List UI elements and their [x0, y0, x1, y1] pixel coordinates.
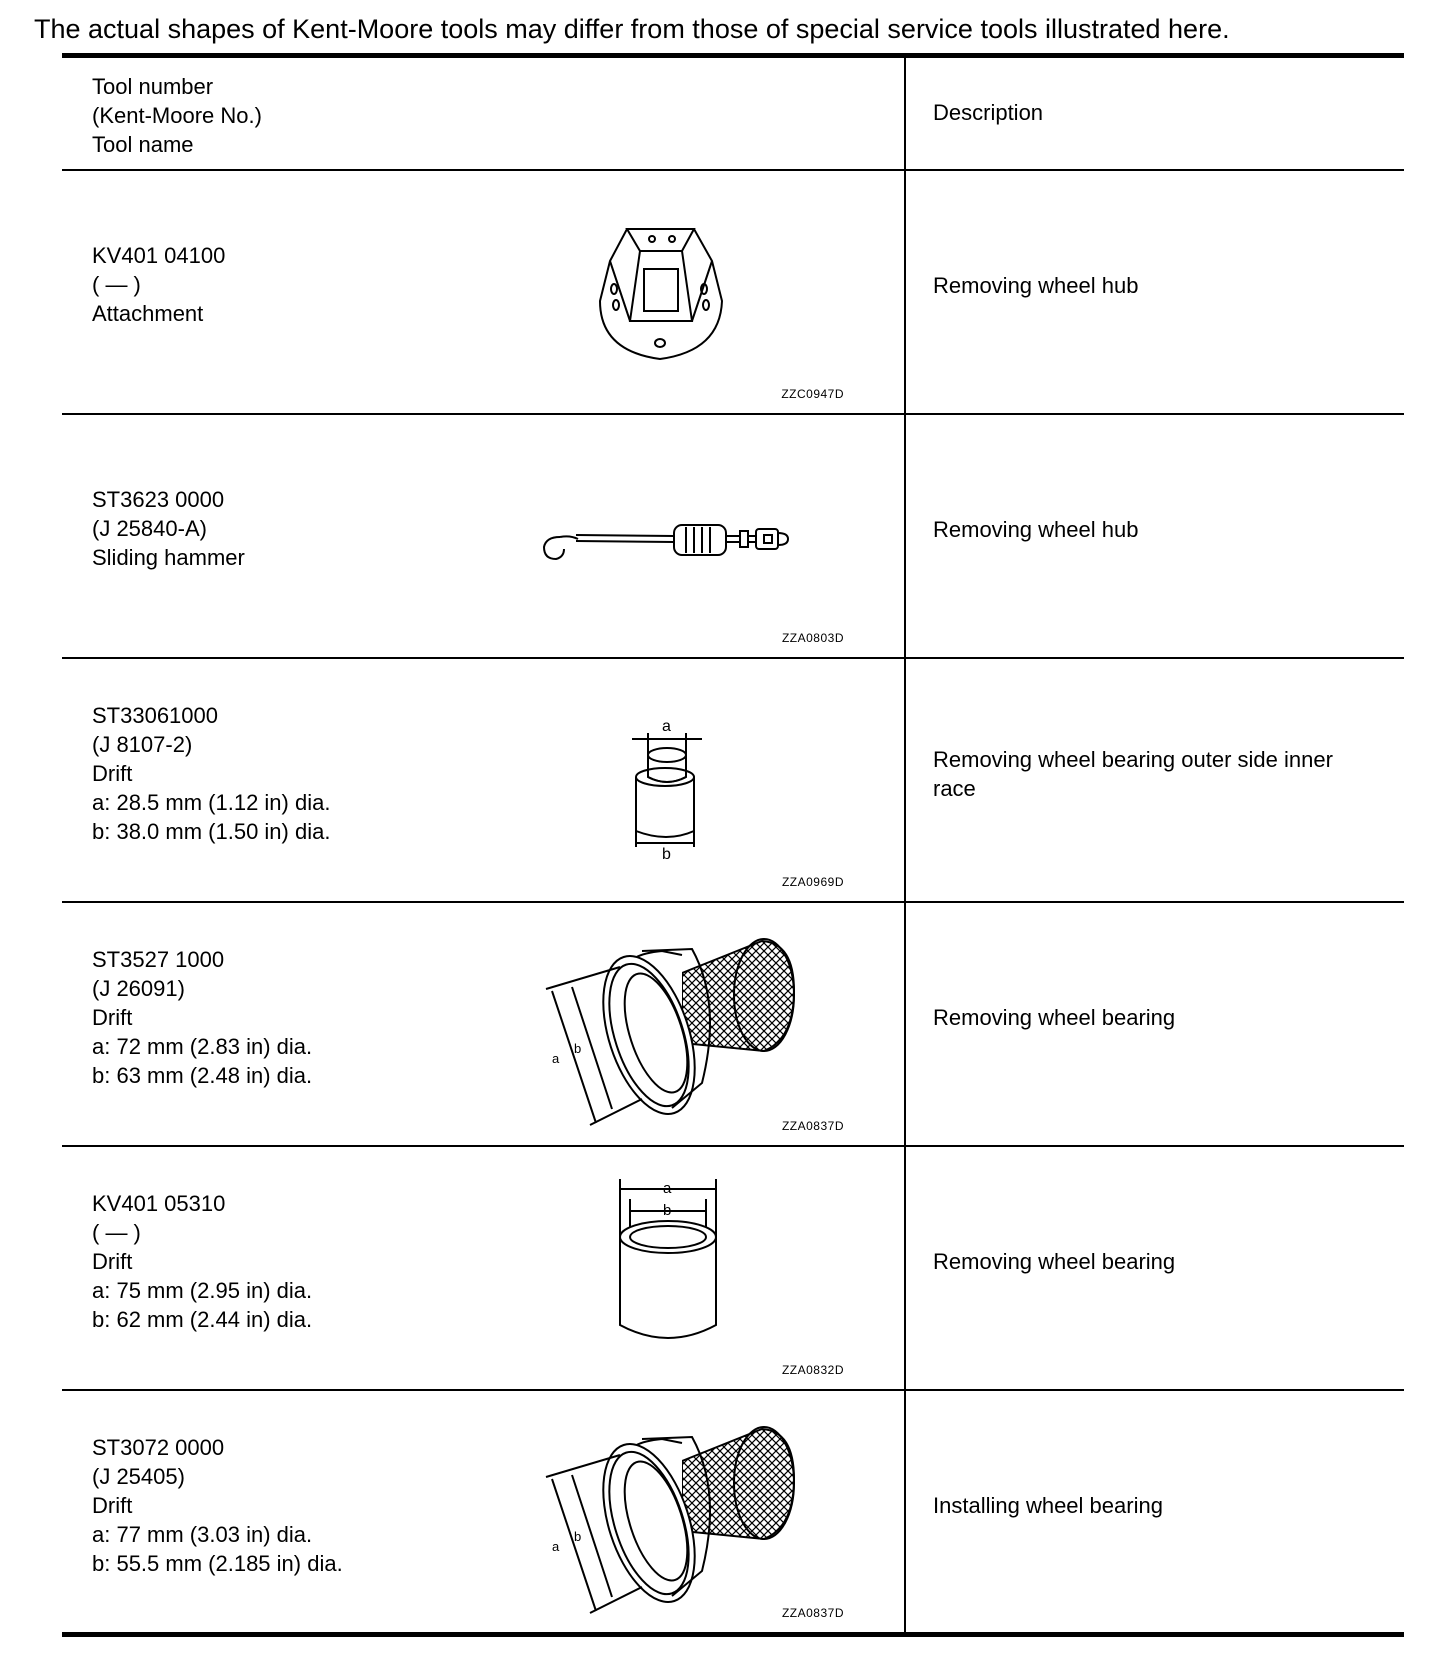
- dimension-b: b: 63 mm (2.48 in) dia.: [92, 1063, 313, 1088]
- figure-code: ZZA0837D: [781, 1606, 844, 1620]
- kent-moore-number: (J 26091): [92, 976, 185, 1001]
- kent-moore-number: ( — ): [92, 1220, 141, 1245]
- tool-name: Drift: [92, 761, 133, 786]
- header-description: Description: [933, 100, 1044, 125]
- kent-moore-number: (J 25405): [92, 1464, 185, 1489]
- sliding-hammer-icon: [532, 415, 906, 655]
- tool-description: Installing wheel bearing: [933, 1493, 1163, 1518]
- tool-cell: [62, 1391, 906, 1632]
- tool-number: KV401 05310: [92, 1191, 226, 1216]
- tool-name: Drift: [92, 1493, 133, 1518]
- tool-cell: [62, 659, 906, 901]
- tool-text: [92, 485, 245, 572]
- knurled-drift-icon: [532, 903, 906, 1143]
- figure-label-a: a: [552, 1539, 560, 1554]
- figure-code: ZZA0803D: [781, 631, 844, 645]
- tool-number: ST3527 1000: [92, 947, 225, 972]
- description-cell: [906, 171, 1404, 413]
- tool-text: [92, 701, 330, 846]
- figure-label-a: a: [552, 1051, 560, 1066]
- tool-text: [92, 241, 225, 328]
- tube-drift-icon: [532, 1147, 906, 1387]
- table-row: [62, 1145, 1404, 1389]
- header-kent-moore-no: (Kent-Moore No.): [92, 103, 262, 128]
- tool-cell: [62, 903, 906, 1145]
- description-cell: [906, 659, 1404, 901]
- special-tools-table: [62, 53, 1404, 1637]
- figure-label-b: b: [574, 1041, 582, 1056]
- tool-name: Drift: [92, 1249, 133, 1274]
- figure-code: ZZA0832D: [781, 1363, 844, 1377]
- tool-description: Removing wheel bearing outer side inner race: [933, 747, 1333, 801]
- tool-name: Attachment: [92, 301, 204, 326]
- table-row: [62, 169, 1404, 413]
- table-row: [62, 657, 1404, 901]
- tool-description: Removing wheel bearing: [933, 1249, 1176, 1274]
- dimension-a: a: 77 mm (3.03 in) dia.: [92, 1522, 313, 1547]
- attachment-icon: [532, 171, 906, 411]
- table-row: [62, 1389, 1404, 1632]
- description-cell: [906, 415, 1404, 657]
- figure-code: ZZA0837D: [781, 1119, 844, 1133]
- figure-label-a: a: [662, 718, 671, 735]
- kent-moore-number: (J 25840-A): [92, 516, 207, 541]
- dimension-b: b: 62 mm (2.44 in) dia.: [92, 1307, 313, 1332]
- dimension-a: a: 75 mm (2.95 in) dia.: [92, 1278, 313, 1303]
- dimension-b: b: 55.5 mm (2.185 in) dia.: [92, 1551, 343, 1576]
- page-note: The actual shapes of Kent-Moore tools may differ from those of special service tools illustrated here.: [34, 14, 1230, 44]
- tool-text: [92, 945, 312, 1090]
- knurled-drift-icon: [532, 1391, 906, 1631]
- tool-name: Sliding hammer: [92, 545, 245, 570]
- header-tool-cell: [62, 58, 906, 169]
- tool-name: Drift: [92, 1005, 133, 1030]
- tool-description: Removing wheel hub: [933, 273, 1139, 298]
- description-cell: [906, 903, 1404, 1145]
- figure-label-b: b: [663, 1202, 672, 1219]
- header-description-cell: [906, 58, 1404, 169]
- figure-label-a: a: [663, 1180, 672, 1197]
- tool-text: [92, 1433, 343, 1578]
- tool-number: KV401 04100: [92, 243, 226, 268]
- figure-code: ZZA0969D: [781, 875, 844, 889]
- figure-label-b: b: [662, 846, 671, 863]
- header-tool-name: Tool name: [92, 132, 194, 157]
- tool-description: Removing wheel hub: [933, 517, 1139, 542]
- dimension-b: b: 38.0 mm (1.50 in) dia.: [92, 819, 331, 844]
- tool-text: [92, 1189, 312, 1334]
- description-cell: [906, 1147, 1404, 1389]
- tool-cell: [62, 415, 906, 657]
- header-tool-text: [92, 72, 262, 159]
- dimension-a: a: 72 mm (2.83 in) dia.: [92, 1034, 313, 1059]
- kent-moore-number: ( — ): [92, 272, 141, 297]
- tool-number: ST3072 0000: [92, 1435, 225, 1460]
- tool-number: ST3623 0000: [92, 487, 225, 512]
- table-row: [62, 413, 1404, 657]
- description-cell: [906, 1391, 1404, 1632]
- table-header-row: [62, 58, 1404, 169]
- drift-icon: [532, 659, 906, 899]
- kent-moore-number: (J 8107-2): [92, 732, 193, 757]
- tool-description: Removing wheel bearing: [933, 1005, 1176, 1030]
- tool-number: ST33061000: [92, 703, 218, 728]
- table-row: [62, 901, 1404, 1145]
- figure-label-b: b: [574, 1529, 582, 1544]
- tool-cell: [62, 1147, 906, 1389]
- dimension-a: a: 28.5 mm (1.12 in) dia.: [92, 790, 331, 815]
- tool-cell: [62, 171, 906, 413]
- header-tool-number: Tool number: [92, 74, 214, 99]
- figure-code: ZZC0947D: [781, 387, 844, 401]
